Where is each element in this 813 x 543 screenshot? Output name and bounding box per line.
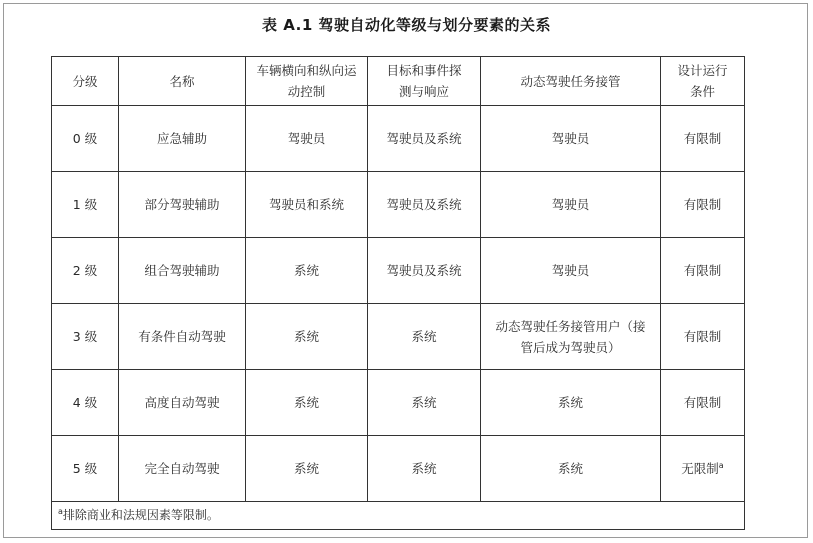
footnote-mark: a: [58, 507, 63, 516]
cell-takeover: 系统: [481, 436, 661, 502]
cell-conditions: 有限制: [661, 172, 745, 238]
table-row: [52, 238, 745, 304]
cell-level: 1 级: [52, 172, 119, 238]
cell-level: 4 级: [52, 370, 119, 436]
cell-conditions: [661, 436, 745, 502]
cell-control: 驾驶员: [246, 106, 368, 172]
footnote-reference: a: [718, 460, 724, 470]
header-control-line2: 动控制: [287, 84, 326, 99]
cell-takeover: [481, 304, 661, 370]
cell-takeover: 驾驶员: [481, 172, 661, 238]
cell-detection: 系统: [368, 436, 481, 502]
footnote-text: 排除商业和法规因素等限制。: [62, 508, 219, 522]
header-row: [52, 57, 745, 106]
cell-level: 5 级: [52, 436, 119, 502]
cell-control: 系统: [246, 238, 368, 304]
header-name: 名称: [119, 57, 246, 106]
cell-conditions: 有限制: [661, 106, 745, 172]
cell-name: 应急辅助: [119, 106, 246, 172]
cell-detection: 驾驶员及系统: [368, 106, 481, 172]
cell-takeover-line1: 动态驾驶任务接管用户（接: [495, 318, 646, 334]
header-conditions: [661, 57, 745, 106]
table-row: [52, 106, 745, 172]
header-level: 分级: [52, 57, 119, 106]
header-control-line1: 车辆横向和纵向运: [256, 63, 357, 78]
cell-name: 高度自动驾驶: [119, 370, 246, 436]
cell-name: 组合驾驶辅助: [119, 238, 246, 304]
table-row: [52, 304, 745, 370]
cell-name: 完全自动驾驶: [119, 436, 246, 502]
cell-takeover-line2: 管后成为驾驶员）: [520, 339, 621, 355]
cell-detection: 系统: [368, 370, 481, 436]
cell-control: 系统: [246, 304, 368, 370]
automation-levels-table: [51, 56, 745, 530]
cell-control: 驾驶员和系统: [246, 172, 368, 238]
cell-takeover: 驾驶员: [481, 238, 661, 304]
header-detection-line2: 测与响应: [398, 84, 449, 99]
cell-takeover: 驾驶员: [481, 106, 661, 172]
table-title: 表 A.1 驾驶自动化等级与划分要素的关系: [262, 16, 551, 34]
cell-takeover: 系统: [481, 370, 661, 436]
header-conditions-line2: 条件: [689, 84, 715, 99]
cell-name: 有条件自动驾驶: [119, 304, 246, 370]
cell-control: 系统: [246, 436, 368, 502]
cell-detection: 驾驶员及系统: [368, 238, 481, 304]
footnote-row: [52, 502, 745, 530]
cell-level: 3 级: [52, 304, 119, 370]
cell-control: 系统: [246, 370, 368, 436]
header-takeover: 动态驾驶任务接管: [481, 57, 661, 106]
cell-conditions: 有限制: [661, 304, 745, 370]
header-detection: [368, 57, 481, 106]
table-row: [52, 370, 745, 436]
header-control: [246, 57, 368, 106]
cell-conditions: 有限制: [661, 370, 745, 436]
cell-conditions: 有限制: [661, 238, 745, 304]
cell-level: 2 级: [52, 238, 119, 304]
cell-detection: 系统: [368, 304, 481, 370]
table-row: [52, 436, 745, 502]
header-conditions-line1: 设计运行: [677, 63, 728, 78]
cell-level: 0 级: [52, 106, 119, 172]
cell-conditions-text: 无限制: [681, 461, 719, 476]
table-row: [52, 172, 745, 238]
cell-name: 部分驾驶辅助: [119, 172, 246, 238]
header-detection-line1: 目标和事件探: [386, 63, 462, 78]
cell-detection: 驾驶员及系统: [368, 172, 481, 238]
footnote-cell: [52, 502, 745, 530]
